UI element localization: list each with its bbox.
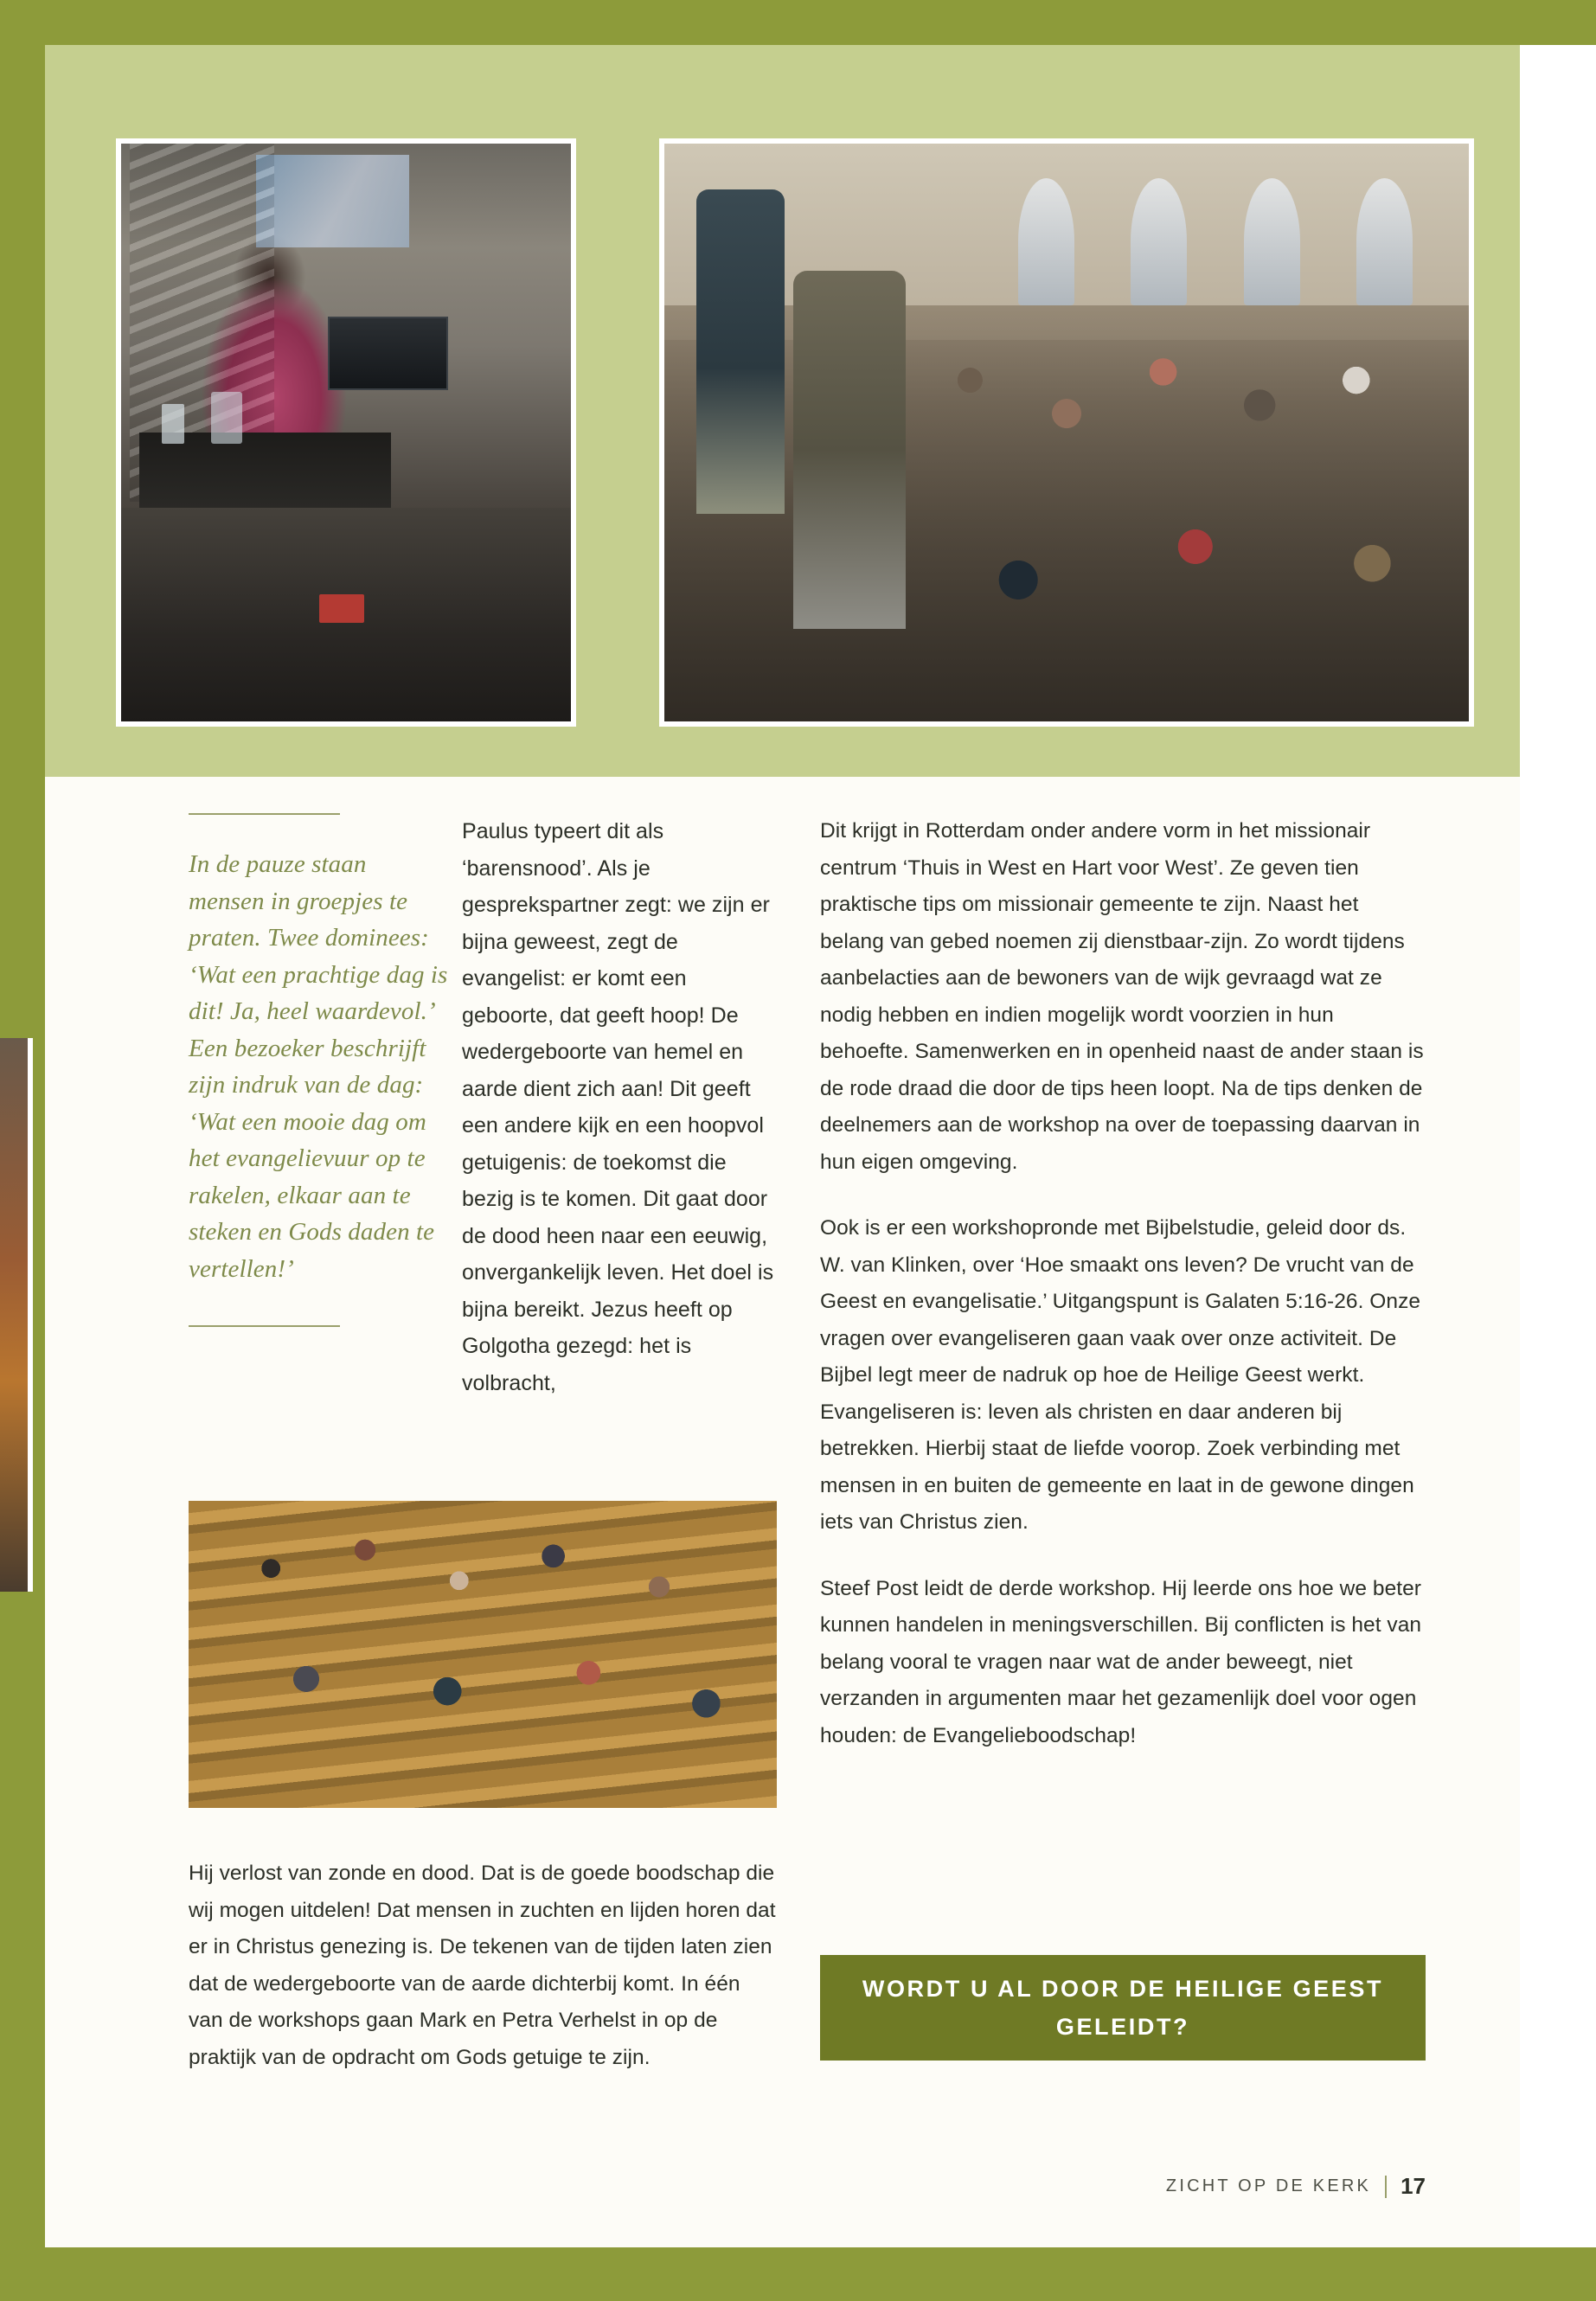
photo-edge-sliver xyxy=(0,1038,33,1592)
pullquote-text: In de pauze staan mensen in groepjes te praten. Twee dominees: ‘Wat een prachtige dag is dit! Ja, heel waardevol.’ Een bezoeker beschrijft zijn indruk van de dag: ‘Wat een mooie dag om het evangelievuur op te rakelen, elkaar aan te steken en Gods daden te vertellen!’ xyxy=(189,850,448,1283)
paragraph: Ook is er een workshopronde met Bijbelstudie, geleid door ds. W. van Klinken, over ‘Hoe smaakt ons leven? De vrucht van de Geest en evangelisatie.’ Uitgangspunt is Galaten 5:16-26. Onze vragen over evangeliseren gaan vaak over onze activiteit. De Bijbel legt meer de nadruk op hoe de Heilige Geest werkt. Evangeliseren is: leven als christen en daar anderen bij betrekken. Hierbij staat de liefde voorop. Zoek verbinding met mensen in en buiten de gemeente en laat in de gewone dingen iets van Christus zien. xyxy=(820,1216,1421,1534)
paragraph: Dit krijgt in Rotterdam onder andere vorm in het missionair centrum ‘Thuis in West en Hart voor West’. Ze geven tien praktische tips om missionair gemeente te zijn. Naast het belang van gebed noemen zij dienstbaar-zijn. Zo wordt tijdens aanbelacties aan de bewoners van de wijk gevraagd wat ze nodig hebben en indien mogelijk wordt voorzien in hun behoefte. Samenwerken en in openheid naast de ander staan is de rode draad die door de tips heen loopt. Na de tips denken de deelnemers aan de workshop na over de toepassing daarvan in hun eigen omgeving. xyxy=(820,819,1424,1174)
paragraph: Steef Post leidt de derde workshop. Hij leerde ons hoe we beter kunnen handelen in meningsverschillen. Bij conflicten is het van belang vooral te vragen naar wat de ander beweegt, niet verzanden in argumenten maar het gezamenlijk doel voor ogen houden: de Evangelieboodschap! xyxy=(820,1576,1422,1747)
publication-name: ZICHT OP DE KERK xyxy=(1165,2176,1372,2195)
paragraph: Paulus typeert dit als ‘barensnood’. Als je gesprekspartner zegt: we zijn er bijna geweest, zegt de evangelist: er komt een geboorte, dat geeft hoop! De wedergeboorte van hemel en aarde dient zich aan! Dit geeft een andere kijk en een hoopvol getuigenis: de toekomst die bezig is te komen. Dit gaat door de dood heen naar een eeuwig, onvergankelijk leven. Het doel is bijna bereikt. Jezus heeft op Golgotha gezegd: het is volbracht, xyxy=(462,819,774,1395)
right-column xyxy=(820,813,1426,1754)
footer-divider xyxy=(1385,2176,1387,2198)
photo-speaker-at-lectern xyxy=(116,138,576,727)
callout-banner xyxy=(820,1955,1426,2061)
page-border-top xyxy=(0,0,1596,45)
page-number: 17 xyxy=(1401,2173,1426,2199)
middle-column xyxy=(462,813,784,1401)
callout-text: WORDT U AL DOOR DE HEILIGE GEEST GELEIDT? xyxy=(862,1976,1384,2040)
photo-band-right-margin xyxy=(1520,45,1596,777)
photo-audience-on-benches xyxy=(189,1501,777,1808)
page-border-bottom xyxy=(0,2247,1596,2301)
pullquote-column xyxy=(189,813,448,1327)
page-footer xyxy=(820,2173,1426,2200)
content-right-margin xyxy=(1520,777,1596,2247)
middle-column-continued xyxy=(189,1856,777,2076)
pullquote-rule-top xyxy=(189,813,340,815)
pullquote-rule-bottom xyxy=(189,1325,340,1327)
photo-audience-in-hall xyxy=(659,138,1474,727)
paragraph: Hij verlost van zonde en dood. Dat is de goede boodschap die wij mogen uitdelen! Dat mensen in zuchten en lijden horen dat er in Christus genezing is. De tekenen van de tijden laten zien dat de wedergeboorte van de aarde dichterbij komt. In één van de workshops gaan Mark en Petra Verhelst in op de praktijk van de opdracht om Gods getuige te zijn. xyxy=(189,1862,776,2069)
